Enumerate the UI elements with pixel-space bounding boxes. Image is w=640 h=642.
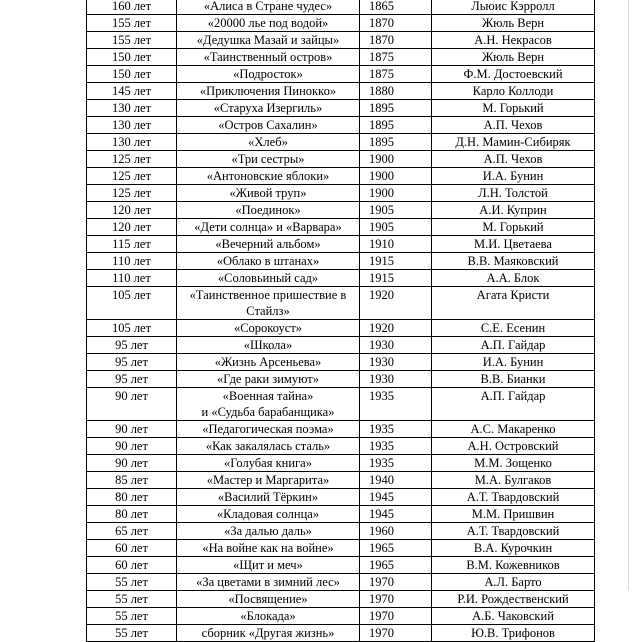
anniversary-cell: 105 лет	[87, 320, 177, 337]
book-title-line: «Щит и меч»	[233, 558, 303, 572]
table-row	[87, 523, 595, 540]
book-title-line: «Таинственный остров»	[203, 50, 333, 64]
anniversary-cell: 55 лет	[87, 591, 177, 608]
author-cell: И.А. Бунин	[432, 354, 595, 371]
table-row	[87, 15, 595, 32]
publication-year-cell: 1960	[360, 523, 432, 540]
book-title-line: и «Судьба барабанщика»	[201, 405, 335, 419]
anniversary-cell: 85 лет	[87, 472, 177, 489]
anniversary-cell: 130 лет	[87, 117, 177, 134]
anniversary-cell: 55 лет	[87, 608, 177, 625]
publication-year-cell: 1970	[360, 591, 432, 608]
anniversary-cell: 95 лет	[87, 371, 177, 388]
author-cell: А.П. Гайдар	[432, 388, 595, 421]
anniversary-cell: 145 лет	[87, 83, 177, 100]
table-row	[87, 100, 595, 117]
publication-year-cell: 1905	[360, 219, 432, 236]
table-row	[87, 168, 595, 185]
table-row	[87, 489, 595, 506]
author-cell: А.Н. Островский	[432, 438, 595, 455]
table-row	[87, 472, 595, 489]
anniversary-cell: 105 лет	[87, 287, 177, 320]
book-title-cell	[177, 287, 360, 320]
book-title-line: «Василий Тёркин»	[217, 490, 319, 504]
author-cell: Карло Коллоди	[432, 83, 595, 100]
table-row	[87, 49, 595, 66]
anniversary-cell: 60 лет	[87, 540, 177, 557]
table-row	[87, 625, 595, 642]
book-title-line: «Блокада»	[240, 609, 296, 623]
table-row	[87, 574, 595, 591]
table-row	[87, 270, 595, 287]
author-cell: А.Н. Некрасов	[432, 32, 595, 49]
book-title-cell	[177, 574, 360, 591]
book-title-line: «Остров Сахалин»	[218, 118, 318, 132]
author-cell: Ф.М. Достоевский	[432, 66, 595, 83]
author-cell: А.П. Чехов	[432, 117, 595, 134]
table-row	[87, 337, 595, 354]
publication-year-cell: 1910	[360, 236, 432, 253]
book-title-cell	[177, 134, 360, 151]
publication-year-cell: 1965	[360, 557, 432, 574]
book-title-line: «За далью даль»	[224, 524, 312, 538]
publication-year-cell: 1875	[360, 49, 432, 66]
book-title-line: сборник «Другая жизнь»	[201, 626, 335, 640]
publication-year-cell: 1895	[360, 134, 432, 151]
author-cell: И.А. Бунин	[432, 168, 595, 185]
book-title-line: «Алиса в Стране чудес»	[203, 0, 333, 13]
anniversary-cell: 60 лет	[87, 557, 177, 574]
book-title-line: Стайлз»	[246, 304, 290, 318]
author-cell: М.А. Булгаков	[432, 472, 595, 489]
anniversary-cell: 95 лет	[87, 337, 177, 354]
anniversary-cell: 150 лет	[87, 66, 177, 83]
table-row	[87, 388, 595, 421]
anniversary-cell: 90 лет	[87, 388, 177, 421]
table-row	[87, 253, 595, 270]
publication-year-cell: 1930	[360, 337, 432, 354]
book-title-cell	[177, 66, 360, 83]
table-row	[87, 591, 595, 608]
publication-year-cell: 1930	[360, 371, 432, 388]
book-title-cell	[177, 540, 360, 557]
anniversary-cell: 155 лет	[87, 15, 177, 32]
author-cell: В.В. Бианки	[432, 371, 595, 388]
author-cell: Льюис Кэрролл	[432, 0, 595, 15]
book-title-line: «За цветами в зимний лес»	[196, 575, 340, 589]
book-title-line: «Старуха Изергиль»	[213, 101, 323, 115]
author-cell: М. Горький	[432, 219, 595, 236]
book-title-line: «Кладовая солнца»	[216, 507, 320, 521]
book-title-line: «Подросток»	[233, 67, 303, 81]
book-title-cell	[177, 202, 360, 219]
anniversary-cell: 155 лет	[87, 32, 177, 49]
book-title-line: «Жизнь Арсеньева»	[214, 355, 322, 369]
book-title-cell	[177, 49, 360, 66]
author-cell: В.В. Маяковский	[432, 253, 595, 270]
book-title-cell	[177, 117, 360, 134]
book-title-cell	[177, 270, 360, 287]
author-cell: М. Горький	[432, 100, 595, 117]
book-title-cell	[177, 371, 360, 388]
book-title-cell	[177, 32, 360, 49]
book-title-line: «Школа»	[243, 338, 293, 352]
book-title-cell	[177, 168, 360, 185]
table-row	[87, 117, 595, 134]
publication-year-cell: 1895	[360, 100, 432, 117]
author-cell: Жюль Верн	[432, 15, 595, 32]
table-row	[87, 66, 595, 83]
publication-year-cell: 1930	[360, 354, 432, 371]
book-title-line: «Педагогическая поэма»	[202, 422, 334, 436]
publication-year-cell: 1970	[360, 574, 432, 591]
book-title-cell	[177, 100, 360, 117]
anniversary-cell: 110 лет	[87, 270, 177, 287]
book-title-cell	[177, 83, 360, 100]
book-title-line: «Голубая книга»	[224, 456, 312, 470]
anniversary-cell: 125 лет	[87, 168, 177, 185]
publication-year-cell: 1970	[360, 608, 432, 625]
author-cell: М.М. Зощенко	[432, 455, 595, 472]
book-title-cell	[177, 472, 360, 489]
author-cell: Ю.В. Трифонов	[432, 625, 595, 642]
book-title-cell	[177, 219, 360, 236]
author-cell: А.Т. Твардовский	[432, 523, 595, 540]
publication-year-cell: 1920	[360, 287, 432, 320]
book-title-line: «Дети солнца» и «Варвара»	[194, 220, 342, 234]
anniversary-cell: 125 лет	[87, 185, 177, 202]
table-row	[87, 219, 595, 236]
table-row	[87, 354, 595, 371]
author-cell: Л.Н. Толстой	[432, 185, 595, 202]
table-row	[87, 185, 595, 202]
publication-year-cell: 1915	[360, 270, 432, 287]
publication-year-cell: 1895	[360, 117, 432, 134]
anniversary-cell: 120 лет	[87, 219, 177, 236]
book-title-line: «Поединок»	[235, 203, 301, 217]
book-title-cell	[177, 489, 360, 506]
table-row	[87, 540, 595, 557]
book-title-cell	[177, 185, 360, 202]
author-cell: В.А. Курочкин	[432, 540, 595, 557]
table-body	[87, 0, 595, 642]
anniversary-cell: 55 лет	[87, 574, 177, 591]
book-title-line: «Вечерний альбом»	[215, 237, 321, 251]
book-title-line: «Хлеб»	[248, 135, 288, 149]
book-title-line: «Где раки зимуют»	[217, 372, 319, 386]
table-row	[87, 0, 595, 15]
anniversary-cell: 120 лет	[87, 202, 177, 219]
book-title-cell	[177, 608, 360, 625]
book-title-cell	[177, 337, 360, 354]
author-cell: С.Е. Есенин	[432, 320, 595, 337]
book-title-cell	[177, 591, 360, 608]
table-row	[87, 134, 595, 151]
anniversary-cell: 95 лет	[87, 354, 177, 371]
anniversary-cell: 130 лет	[87, 134, 177, 151]
author-cell: А.С. Макаренко	[432, 421, 595, 438]
anniversary-cell: 90 лет	[87, 421, 177, 438]
publication-year-cell: 1935	[360, 438, 432, 455]
anniversary-cell: 90 лет	[87, 455, 177, 472]
author-cell: А.Б. Чаковский	[432, 608, 595, 625]
publication-year-cell: 1970	[360, 625, 432, 642]
table-row	[87, 438, 595, 455]
book-title-line: «Таинственное пришествие в	[189, 288, 347, 302]
book-title-cell	[177, 455, 360, 472]
table-row	[87, 320, 595, 337]
table-row	[87, 506, 595, 523]
book-title-cell	[177, 320, 360, 337]
publication-year-cell: 1945	[360, 489, 432, 506]
table-row	[87, 608, 595, 625]
publication-year-cell: 1900	[360, 185, 432, 202]
publication-year-cell: 1935	[360, 455, 432, 472]
book-title-line: «Посвящение»	[228, 592, 308, 606]
publication-year-cell: 1965	[360, 540, 432, 557]
table-row	[87, 83, 595, 100]
book-title-cell	[177, 438, 360, 455]
publication-year-cell: 1940	[360, 472, 432, 489]
book-title-cell	[177, 354, 360, 371]
author-cell: Д.Н. Мамин-Сибиряк	[432, 134, 595, 151]
book-title-cell	[177, 15, 360, 32]
book-title-line: «Дедушка Мазай и зайцы»	[196, 33, 340, 47]
author-cell: М.И. Цветаева	[432, 236, 595, 253]
table-row	[87, 421, 595, 438]
book-title-line: «Облако в штанах»	[216, 254, 320, 268]
table-row	[87, 557, 595, 574]
author-cell: А.Л. Барто	[432, 574, 595, 591]
page-edge-line	[628, 0, 629, 590]
book-title-cell	[177, 557, 360, 574]
anniversary-cell: 55 лет	[87, 625, 177, 642]
table-row	[87, 371, 595, 388]
publication-year-cell: 1915	[360, 253, 432, 270]
table-row	[87, 202, 595, 219]
publication-year-cell: 1870	[360, 15, 432, 32]
book-title-line: «20000 лье под водой»	[207, 16, 329, 30]
anniversary-cell: 90 лет	[87, 438, 177, 455]
table-row	[87, 151, 595, 168]
publication-year-cell: 1935	[360, 388, 432, 421]
anniversary-cell: 110 лет	[87, 253, 177, 270]
author-cell: Агата Кристи	[432, 287, 595, 320]
anniversary-cell: 80 лет	[87, 489, 177, 506]
anniversary-cell: 150 лет	[87, 49, 177, 66]
publication-year-cell: 1865	[360, 0, 432, 15]
book-title-line: «Живой труп»	[229, 186, 307, 200]
book-title-cell	[177, 236, 360, 253]
book-title-cell	[177, 421, 360, 438]
publication-year-cell: 1920	[360, 320, 432, 337]
book-title-cell	[177, 0, 360, 15]
book-title-cell	[177, 151, 360, 168]
author-cell: А.П. Чехов	[432, 151, 595, 168]
table-row	[87, 287, 595, 320]
author-cell: В.М. Кожевников	[432, 557, 595, 574]
book-title-line: «Сорокоуст»	[233, 321, 303, 335]
author-cell: А.Т. Твардовский	[432, 489, 595, 506]
book-title-line: «Как закалялась сталь»	[205, 439, 331, 453]
book-title-line: «На войне как на войне»	[202, 541, 334, 555]
table-row	[87, 32, 595, 49]
book-title-cell	[177, 388, 360, 421]
book-title-cell	[177, 625, 360, 642]
book-title-line: «Три сестры»	[231, 152, 305, 166]
author-cell: Жюль Верн	[432, 49, 595, 66]
publication-year-cell: 1880	[360, 83, 432, 100]
book-title-line: «Военная тайна»	[222, 389, 314, 403]
publication-year-cell: 1945	[360, 506, 432, 523]
book-title-line: «Соловьиный сад»	[217, 271, 319, 285]
anniversary-cell: 80 лет	[87, 506, 177, 523]
anniversary-cell: 115 лет	[87, 236, 177, 253]
anniversary-cell: 65 лет	[87, 523, 177, 540]
anniversary-cell: 130 лет	[87, 100, 177, 117]
anniversary-books-table	[86, 0, 595, 642]
publication-year-cell: 1900	[360, 168, 432, 185]
publication-year-cell: 1870	[360, 32, 432, 49]
book-title-line: «Мастер и Маргарита»	[206, 473, 330, 487]
anniversary-cell: 160 лет	[87, 0, 177, 15]
author-cell: А.И. Куприн	[432, 202, 595, 219]
publication-year-cell: 1935	[360, 421, 432, 438]
author-cell: А.П. Гайдар	[432, 337, 595, 354]
anniversary-cell: 125 лет	[87, 151, 177, 168]
book-title-cell	[177, 506, 360, 523]
publication-year-cell: 1900	[360, 151, 432, 168]
book-title-cell	[177, 253, 360, 270]
author-cell: М.М. Пришвин	[432, 506, 595, 523]
book-title-line: «Приключения Пинокко»	[199, 84, 337, 98]
author-cell: Р.И. Рождественский	[432, 591, 595, 608]
publication-year-cell: 1875	[360, 66, 432, 83]
table-row	[87, 236, 595, 253]
book-title-line: «Антоновские яблоки»	[206, 169, 330, 183]
book-title-cell	[177, 523, 360, 540]
author-cell: А.А. Блок	[432, 270, 595, 287]
table-row	[87, 455, 595, 472]
publication-year-cell: 1905	[360, 202, 432, 219]
